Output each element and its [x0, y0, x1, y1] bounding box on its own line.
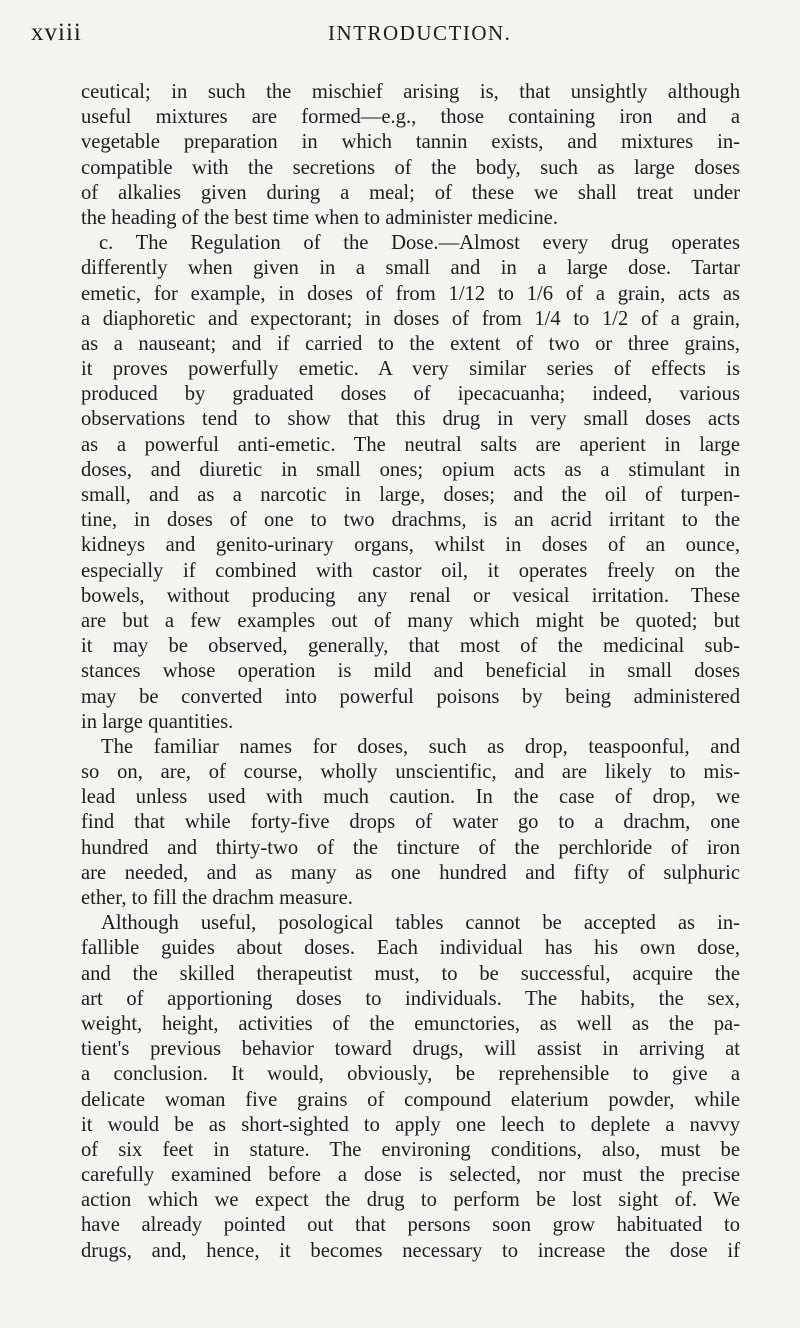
text-line: are needed, and as many as one hundred and fifty of sulphuric [81, 861, 740, 884]
text-line: carefully examined before a dose is selected, nor must the precise [81, 1164, 740, 1187]
text-line: compatible with the secretions of the body, such as large doses [81, 156, 740, 179]
text-line: of alkalies given during a meal; of these we shall treat under [81, 181, 740, 204]
text-line: as a powerful anti-emetic. The neutral salts are aperient in large [81, 433, 740, 456]
running-head-title: INTRODUCTION. [328, 21, 512, 45]
text-line: small, and as a narcotic in large, doses; and the oil of turpen- [81, 484, 740, 506]
text-line: stances whose operation is mild and beneficial in small doses [81, 660, 740, 683]
text-line: tine, in doses of one to two drachms, is an acrid irritant to the [81, 509, 740, 532]
page-header [31, 12, 760, 56]
text-line: the heading of the best time when to administer medicine. [81, 206, 558, 229]
text-line: fallible guides about doses. Each individual has his own dose, [81, 937, 740, 960]
text-line: observations tend to show that this drug in very small doses acts [81, 408, 740, 431]
text-line: Although useful, posological tables cannot be accepted as in- [101, 912, 740, 935]
text-line: ether, to fill the drachm measure. [81, 887, 353, 909]
text-line: a conclusion. It would, obviously, be reprehensible to give a [81, 1063, 740, 1086]
page-number: xviii [31, 19, 82, 46]
text-line: vegetable preparation in which tannin exists, and mixtures in- [81, 131, 740, 154]
text-line: kidneys and genito-urinary organs, whilst in doses of an ounce, [81, 534, 740, 557]
text-line: find that while forty-five drops of water go to a drachm, one [81, 811, 740, 834]
text-line: art of apportioning doses to individuals. The habits, the sex, [81, 987, 740, 1010]
text-line: may be converted into powerful poisons by being administered [81, 685, 740, 708]
text-line: The familiar names for doses, such as drop, teaspoonful, and [101, 735, 740, 758]
text-line: bowels, without producing any renal or vesical irritation. These [81, 584, 740, 607]
body-text [81, 80, 740, 1264]
section-heading-line: c. The Regulation of the Dose.—Almost every drug operates [99, 232, 740, 255]
text-line: delicate woman five grains of compound elaterium powder, while [81, 1088, 740, 1111]
text-line: it would be as short-sighted to apply one leech to deplete a navvy [81, 1113, 740, 1136]
text-line: ceutical; in such the mischief arising is, that unsightly although [81, 81, 740, 103]
text-line: action which we expect the drug to perform be lost sight of. We [81, 1189, 740, 1212]
text-line: lead unless used with much caution. In the case of drop, we [81, 786, 740, 809]
text-line: it proves powerfully emetic. A very similar series of effects is [81, 358, 740, 381]
text-line: differently when given in a small and in a large dose. Tartar [81, 257, 740, 280]
text-line: and the skilled therapeutist must, to be successful, acquire the [81, 962, 740, 985]
text-line: weight, height, activities of the emunctories, as well as the pa- [81, 1012, 740, 1035]
text-line: are but a few examples out of many which might be quoted; but [81, 609, 740, 632]
text-line: have already pointed out that persons soon grow habituated to [81, 1214, 740, 1237]
text-line: hundred and thirty-two of the tincture of the perchloride of iron [81, 836, 740, 859]
text-line: tient's previous behavior toward drugs, will assist in arriving at [81, 1038, 740, 1061]
text-line: it may be observed, generally, that most of the medicinal sub- [81, 635, 740, 658]
text-line: a diaphoretic and expectorant; in doses of from 1/4 to 1/2 of a grain, [81, 307, 740, 330]
text-line: in large quantities. [81, 710, 234, 733]
text-line: produced by graduated doses of ipecacuanha; indeed, various [81, 383, 740, 406]
text-line: especially if combined with castor oil, it operates freely on the [81, 559, 740, 582]
text-line: useful mixtures are formed—e.g., those containing iron and a [81, 106, 740, 129]
text-line: so on, are, of course, wholly unscientific, and are likely to mis- [81, 761, 740, 784]
text-line: of six feet in stature. The environing conditions, also, must be [81, 1138, 740, 1161]
text-line: doses, and diuretic in small ones; opium acts as a stimulant in [81, 458, 740, 481]
text-line: emetic, for example, in doses of from 1/12 to 1/6 of a grain, acts as [81, 282, 740, 305]
text-line: as a nauseant; and if carried to the extent of two or three grains, [81, 332, 740, 355]
text-line: drugs, and, hence, it becomes necessary to increase the dose if [81, 1239, 740, 1262]
